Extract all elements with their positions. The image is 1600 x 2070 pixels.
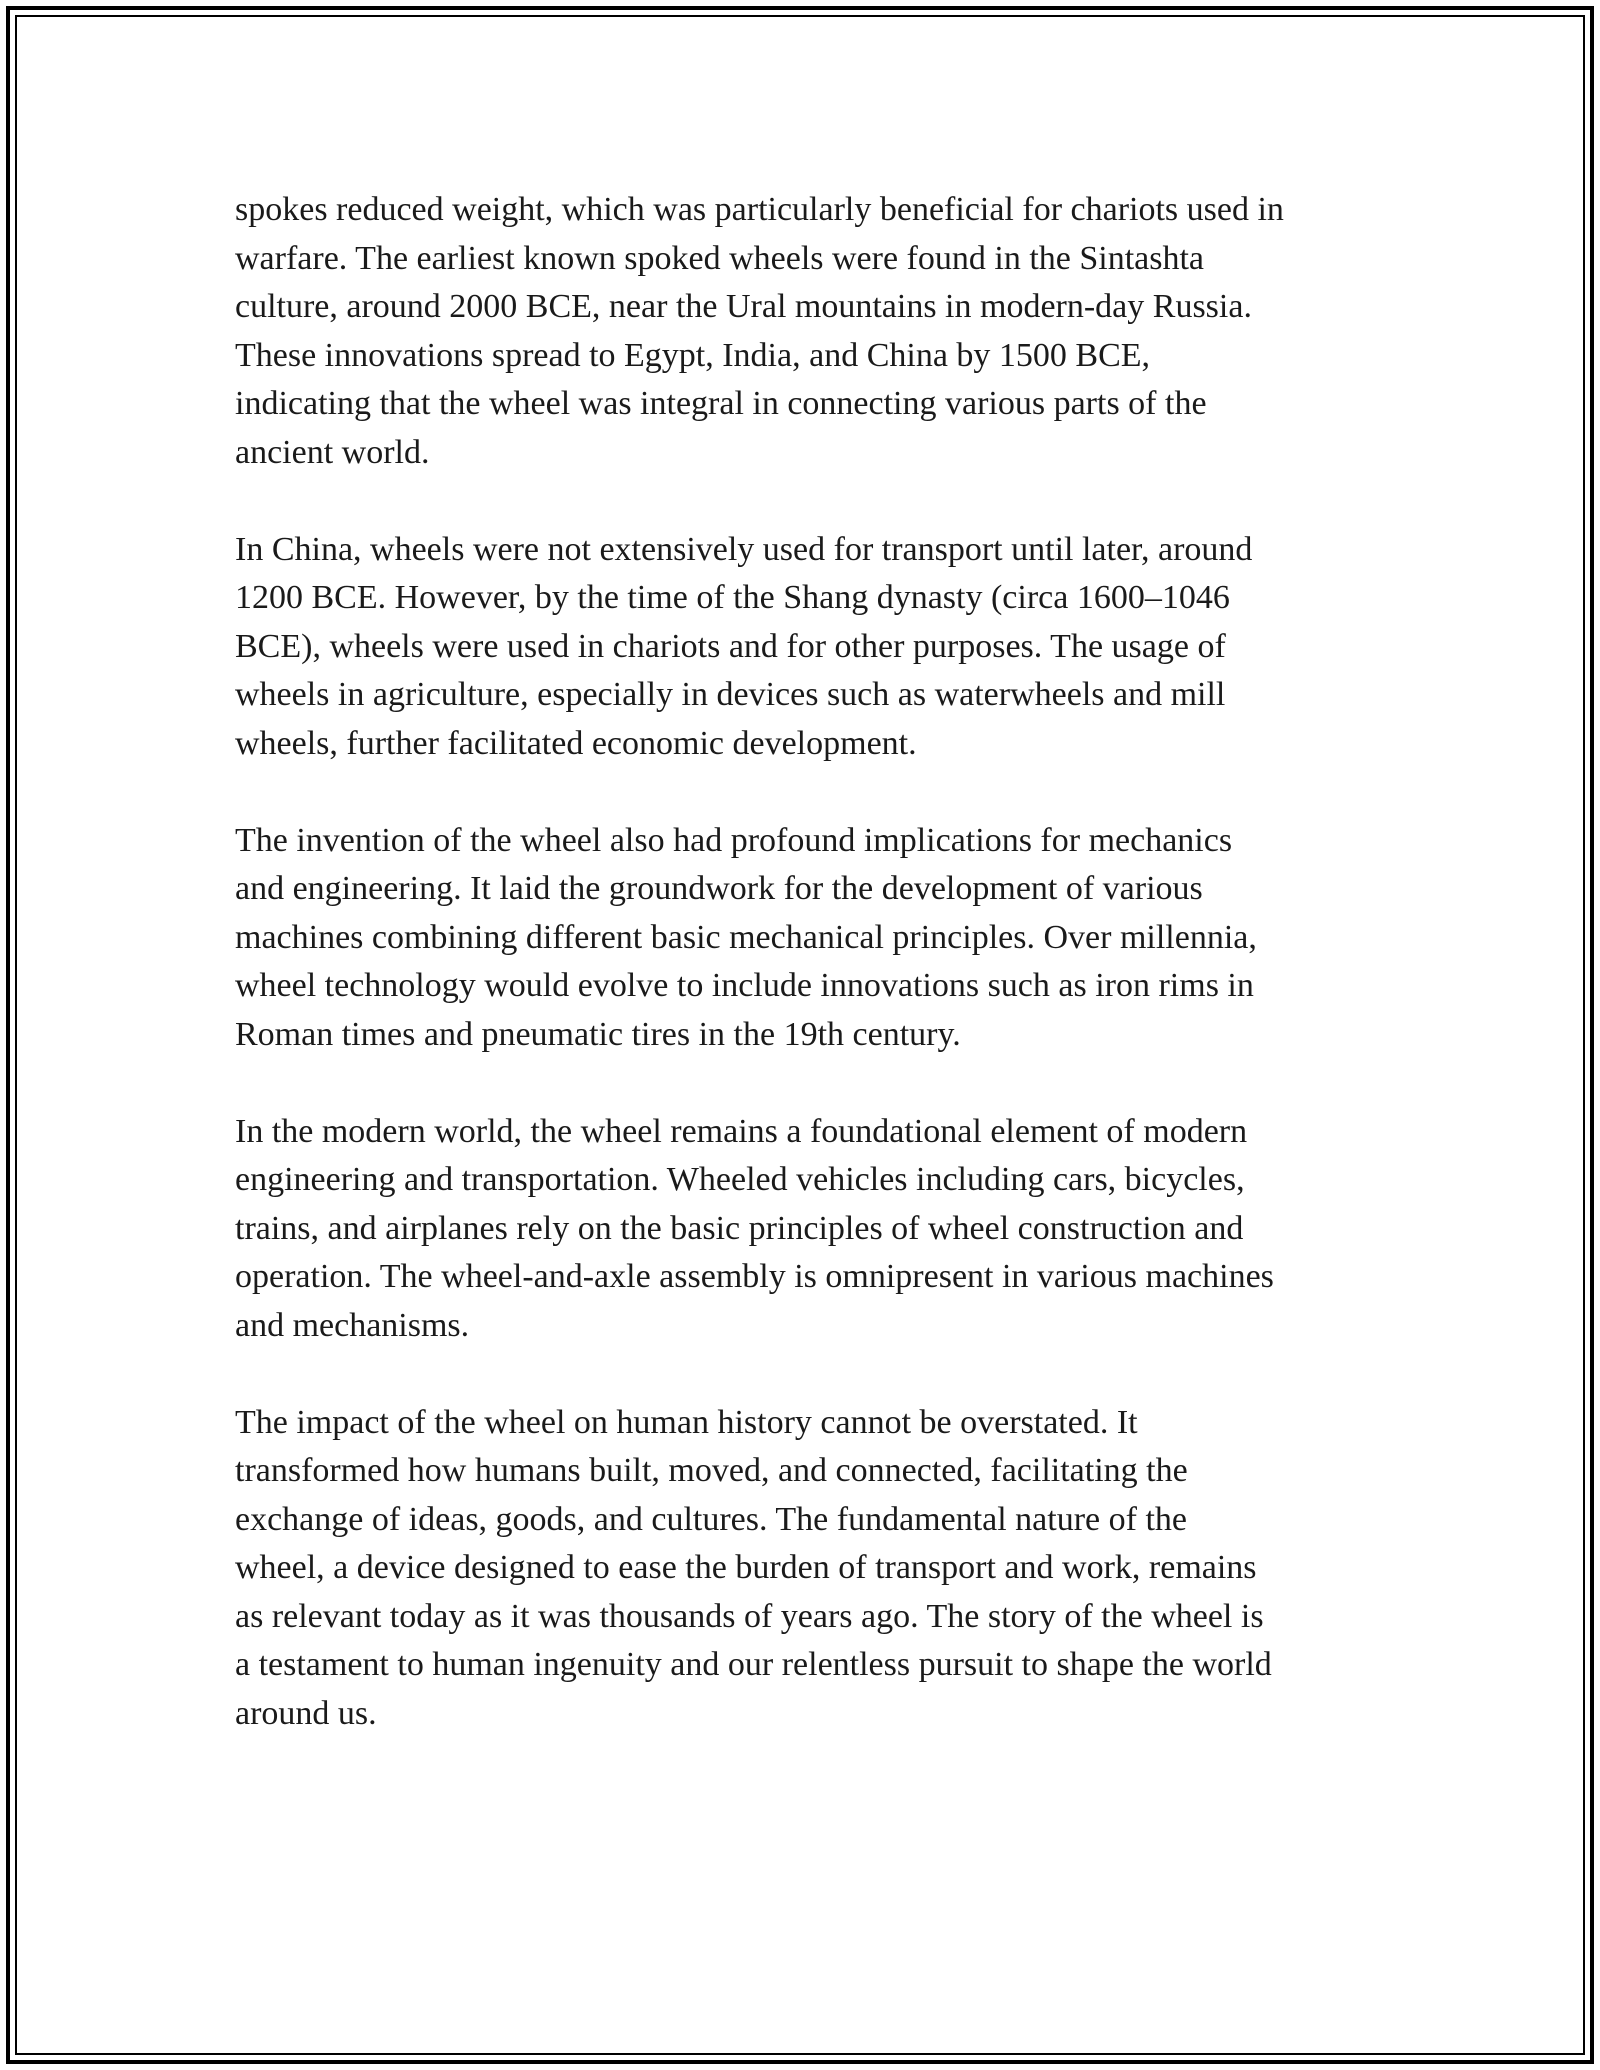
text-line: In China, wheels were not extensively used for transport until later, around xyxy=(235,530,1253,568)
text-line: BCE), wheels were used in chariots and for other purposes. The usage of xyxy=(235,627,1226,665)
text-line: 1200 BCE. However, by the time of the Shang dynasty (circa 1600–1046 xyxy=(235,579,1230,616)
text-line: wheels, further facilitated economic development. xyxy=(235,724,917,762)
text-line: The impact of the wheel on human history cannot be overstated. It xyxy=(235,1403,1138,1441)
text-line: wheel technology would evolve to include innovations such as iron rims in xyxy=(235,967,1254,1004)
text-line: culture, around 2000 BCE, near the Ural mountains in modern-day Russia. xyxy=(235,288,1252,325)
text-line: indicating that the wheel was integral in connecting various parts of the xyxy=(235,385,1207,422)
text-line: and engineering. It laid the groundwork for the development of various xyxy=(235,870,1203,907)
text-line: exchange of ideas, goods, and cultures. The fundamental nature of the xyxy=(235,1500,1187,1538)
text-line: wheel, a device designed to ease the burden of transport and work, remains xyxy=(235,1549,1257,1586)
text-line: engineering and transportation. Wheeled vehicles including cars, bicycles, xyxy=(235,1161,1245,1198)
paragraph-modern-world xyxy=(235,1108,1385,1351)
paragraph-spoked-wheels xyxy=(235,186,1385,477)
text-line: as relevant today as it was thousands of years ago. The story of the wheel is xyxy=(235,1597,1264,1635)
text-line: The invention of the wheel also had profound implications for mechanics xyxy=(235,821,1233,859)
text-line: around us. xyxy=(235,1694,377,1732)
text-line: trains, and airplanes rely on the basic principles of wheel construction and xyxy=(235,1209,1244,1247)
text-line: machines combining different basic mechanical principles. Over millennia, xyxy=(235,918,1257,956)
paragraph-mechanics xyxy=(235,817,1385,1060)
text-line: operation. The wheel-and-axle assembly is omnipresent in various machines xyxy=(235,1258,1274,1295)
text-line: spokes reduced weight, which was particularly beneficial for chariots used in xyxy=(235,191,1284,228)
text-line: warfare. The earliest known spoked wheels were found in the Sintashta xyxy=(235,239,1205,277)
text-line: Roman times and pneumatic tires in the 19th century. xyxy=(235,1015,961,1053)
paragraph-china xyxy=(235,526,1385,769)
text-line: wheels in agriculture, especially in devices such as waterwheels and mill xyxy=(235,676,1226,713)
text-line: These innovations spread to Egypt, India, and China by 1500 BCE, xyxy=(235,336,1151,374)
text-line: In the modern world, the wheel remains a foundational element of modern xyxy=(235,1112,1248,1150)
document-body xyxy=(235,186,1385,1787)
text-line: a testament to human ingenuity and our relentless pursuit to shape the world xyxy=(235,1646,1272,1683)
paragraph-impact xyxy=(235,1399,1385,1739)
text-line: transformed how humans built, moved, and connected, facilitating the xyxy=(235,1452,1188,1489)
text-line: ancient world. xyxy=(235,433,430,471)
text-line: and mechanisms. xyxy=(235,1306,470,1344)
